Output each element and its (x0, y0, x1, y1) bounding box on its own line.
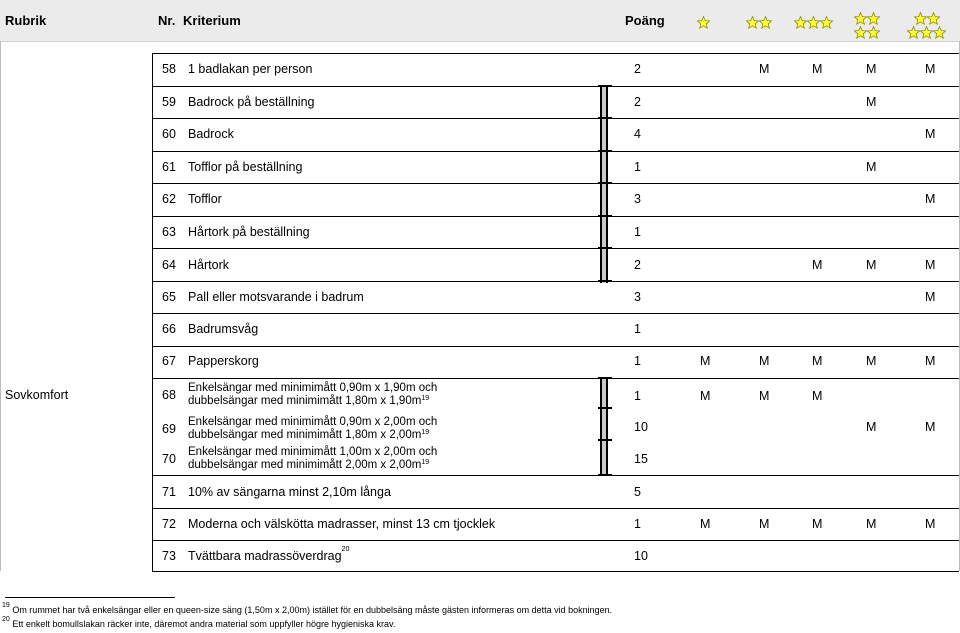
star-icon (746, 16, 759, 29)
criterion-line (188, 459, 437, 472)
gray-separator-tick (598, 182, 612, 184)
row-points: 10 (634, 420, 648, 434)
star-icon (914, 12, 927, 25)
row-mark: M (759, 517, 770, 531)
row-criterion (188, 446, 437, 472)
criterion-line (188, 429, 437, 442)
row-points: 15 (634, 452, 648, 466)
row-mark: M (925, 290, 936, 304)
footnote-ref: 19 (421, 395, 430, 402)
row-number: 60 (162, 127, 176, 141)
row-points: 1 (634, 322, 641, 336)
footnote-ref: 19 (421, 459, 430, 466)
grid-line (0, 41, 1, 571)
criterion-line: Enkelsängar med minimimått 0,90m x 2,00m och (188, 416, 438, 428)
header-rubrik: Rubrik (5, 13, 47, 28)
section-label: Sovkomfort (5, 388, 69, 402)
criterion-line (188, 395, 437, 408)
row-mark: M (866, 62, 877, 76)
row-criterion (188, 485, 391, 499)
grid-line (152, 571, 959, 572)
row-mark: M (925, 258, 936, 272)
grid-line (152, 86, 959, 87)
row-number: 66 (162, 322, 176, 336)
row-mark: M (866, 160, 877, 174)
footnote-num: 19 (2, 602, 10, 609)
star-icon (854, 12, 867, 25)
row-mark: M (700, 517, 711, 531)
row-number: 72 (162, 517, 176, 531)
row-mark: M (925, 420, 936, 434)
row-number: 63 (162, 225, 176, 239)
star-icon (920, 26, 933, 39)
row-mark: M (759, 62, 770, 76)
row-number: 68 (162, 388, 176, 402)
gray-separator-tick (598, 407, 612, 409)
row-criterion: Papperskorg (188, 354, 259, 368)
grid-line (152, 118, 959, 119)
row-mark: M (812, 354, 823, 368)
star-icon (759, 16, 772, 29)
gray-separator (600, 86, 608, 283)
row-points: 10 (634, 549, 648, 563)
criterion-text: Tvättbara madrassöverdrag (188, 549, 342, 563)
row-criterion (188, 546, 350, 563)
header-nr: Nr. (158, 13, 176, 28)
row-mark: M (866, 95, 877, 109)
criterion-text: dubbelsängar med minimimått 2,00m x 2,00m (188, 459, 422, 471)
header-poang: Poäng (625, 13, 665, 28)
row-number: 67 (162, 354, 176, 368)
row-mark: M (866, 258, 877, 272)
row-points: 1 (634, 225, 641, 239)
footnote-19 (2, 602, 613, 615)
row-number: 58 (162, 62, 176, 76)
grid-line (152, 183, 959, 184)
grid-line (152, 540, 959, 541)
grid-line (152, 313, 959, 314)
grid-line (152, 216, 959, 217)
star-icon (854, 26, 867, 39)
row-mark: M (812, 517, 823, 531)
criterion-text: dubbelsängar med minimimått 1,80m x 2,00m (188, 429, 422, 441)
gray-separator-tick (598, 117, 612, 119)
row-criterion (188, 517, 495, 531)
row-number: 65 (162, 290, 176, 304)
star-icon (807, 16, 820, 29)
row-number: 59 (162, 95, 176, 109)
row-points: 3 (634, 192, 641, 206)
star-icon (867, 12, 880, 25)
row-mark: M (925, 354, 936, 368)
criterion-line: Enkelsängar med minimimått 1,00m x 2,00m och (188, 446, 438, 458)
star-icon (820, 16, 833, 29)
row-mark: M (812, 62, 823, 76)
row-number: 69 (162, 422, 176, 436)
row-criterion: Badrumsvåg (188, 322, 259, 336)
star-icon (697, 16, 710, 29)
footnote-ref: 20 (341, 546, 350, 553)
grid-line (152, 378, 959, 379)
row-criterion: Hårtork (188, 258, 229, 272)
gray-separator-tick (598, 280, 612, 282)
row-mark: M (866, 354, 877, 368)
criterion-text: Moderna och välskötta madrasser, minst 13 cm tjocklek (188, 517, 496, 531)
row-mark: M (866, 517, 877, 531)
footnote-text: Ett enkelt bomullslakan räcker inte, däremot andra material som uppfyller högre hygieniska krav. (12, 619, 396, 629)
footnote-num: 20 (2, 616, 10, 623)
grid-line (152, 346, 959, 347)
row-mark: M (759, 354, 770, 368)
criterion-text: dubbelsängar med minimimått 1,80m x 1,90m (188, 395, 422, 407)
gray-separator-tick (598, 247, 612, 249)
row-mark: M (700, 389, 711, 403)
row-criterion: Tofflor på beställning (188, 160, 303, 174)
grid-line (152, 248, 959, 249)
row-points: 1 (634, 389, 641, 403)
grid-line (152, 508, 959, 509)
row-number: 61 (162, 160, 176, 174)
row-points: 1 (634, 160, 641, 174)
row-mark: M (759, 389, 770, 403)
row-criterion (188, 416, 437, 442)
row-number: 62 (162, 192, 176, 206)
row-mark: M (925, 192, 936, 206)
gray-separator-tick (598, 85, 612, 87)
star-icon (907, 26, 920, 39)
gray-separator-tick (598, 439, 612, 441)
row-mark: M (925, 517, 936, 531)
row-points: 2 (634, 95, 641, 109)
grid-line (152, 53, 959, 54)
criterion-text: 10% av sängarna minst 2,10m långa (188, 485, 391, 499)
grid-line (152, 281, 959, 282)
row-number: 64 (162, 258, 176, 272)
row-number: 71 (162, 485, 176, 499)
row-criterion: Tofflor (188, 192, 222, 206)
gray-separator-tick (598, 150, 612, 152)
row-criterion: 1 badlakan per person (188, 62, 313, 76)
star-icon (927, 12, 940, 25)
row-number: 70 (162, 452, 176, 466)
criterion-line: Enkelsängar med minimimått 0,90m x 1,90m och (188, 382, 438, 394)
row-mark: M (812, 389, 823, 403)
header-kriterium: Kriterium (183, 13, 241, 28)
row-mark: M (866, 420, 877, 434)
row-mark: M (700, 354, 711, 368)
gray-separator (600, 378, 608, 475)
star-icon (867, 26, 880, 39)
gray-separator-tick (598, 377, 612, 379)
footnote-20 (2, 616, 396, 629)
gray-separator-tick (598, 474, 612, 476)
row-mark: M (925, 127, 936, 141)
footnote-ref: 19 (421, 429, 430, 436)
row-criterion: Badrock på beställning (188, 95, 315, 109)
row-criterion (188, 382, 437, 408)
footnote-divider (5, 597, 175, 598)
row-points: 3 (634, 290, 641, 304)
row-criterion: Hårtork på beställning (188, 225, 310, 239)
gray-separator-tick (598, 215, 612, 217)
row-number: 73 (162, 549, 176, 563)
row-mark: M (925, 62, 936, 76)
grid-line (152, 475, 959, 476)
row-mark: M (812, 258, 823, 272)
footnote-text: Om rummet har två enkelsängar eller en queen-size säng (1,50m x 2,00m) istället för en dubbelsäng måste gästen informeras om detta vid bokningen. (12, 605, 613, 615)
row-points: 1 (634, 354, 641, 368)
table-header (0, 0, 960, 42)
row-points: 1 (634, 517, 641, 531)
row-criterion: Pall eller motsvarande i badrum (188, 290, 364, 304)
grid-line (152, 151, 959, 152)
row-points: 2 (634, 258, 641, 272)
star-icon (933, 26, 946, 39)
row-points: 2 (634, 62, 641, 76)
row-points: 4 (634, 127, 641, 141)
row-points: 5 (634, 485, 641, 499)
grid-line (152, 53, 153, 571)
star-icon (794, 16, 807, 29)
row-criterion: Badrock (188, 127, 234, 141)
